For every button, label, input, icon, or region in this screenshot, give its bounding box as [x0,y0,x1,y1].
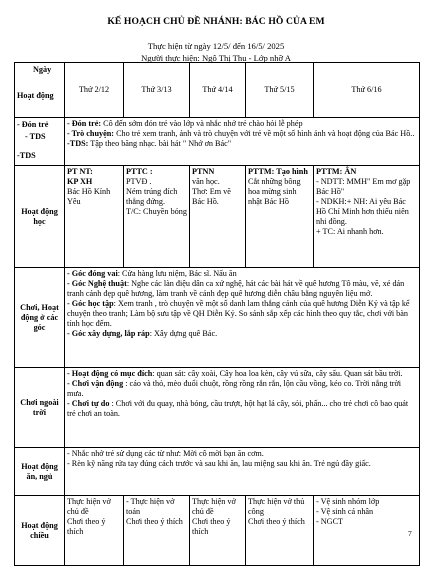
goc-text-3: : Xem tranh , trò chuyện về một số danh lam thắng cảnh của quê hương Diễn Kỷ và tập kể chuyện theo tranh; Làm bộ sưu tập về QH Diễn Kỷ. So sánh sắp xếp các hình theo quy tắc, chơi với bàn tính học đếm. [67,299,410,328]
hoc-wed-2: văn học. [192,177,220,186]
don-tre-text-2: Cho trẻ xem tranh, ảnh và trò chuyện với trẻ về một số hình ảnh và hoạt động của Bác Hồ.. [114,129,415,138]
hoc-wed-1: PTNN [192,167,215,176]
hoc-fri-4: + TC: Ai nhanh hơn. [316,227,384,236]
label-goc: Chơi, Hoạt động ở các góc [15,268,65,368]
hoc-fri-3: - NDKH:+ NH: Ai yêu Bác Hồ Chí Minh hơn thiếu niên nhi đồng. [316,197,409,226]
chieu-mon-1: Thực hiện vở chủ đề [67,497,111,516]
goc-text-4: : Xây dựng quê Bác. [149,329,218,338]
row-chieu [15,496,420,566]
hoc-fri [314,166,420,268]
ngoai-troi-text-2: : cáo và thỏ, mèo đuổi chuột, rồng rồng rắn rắn, lộn cầu vồng, kéo co. Trời nắng trời mưa. [67,379,402,398]
don-tre-text-1: Cô đến sớm đón trẻ vào lớp và nhắc nhở trẻ chào hỏi lễ phép [101,119,303,128]
document-title: KẾ HOẠCH CHỦ ĐỀ NHÁNH: BÁC HỒ CỦA EM [107,16,325,27]
hoc-thu-1: PTTM: Tạo hình [248,167,308,176]
day-header-wed: Thứ 4/14 [190,63,246,118]
goc-text-2: : Nghe các làn điệu dân ca xứ nghệ, hát các bài hát về quê hương Tô màu, vẽ, xé dán tranh cảnh đẹp quê hương, làm tranh về cảnh đẹp quê hương diễn châu bằng nguyên liệu mở. [67,279,405,298]
ngoai-troi-text-3: : Chơi với đu quay, nhà bóng, cầu trượt, hột hạt lá cây, sỏi, phấn... cho trẻ chơi cô bao quát trẻ chơi an toàn. [67,399,409,418]
chieu-thu-1: Thực hiện vở thủ công [248,497,305,516]
plan-table [14,62,420,566]
label-chieu: Hoạt động chiều [15,496,65,566]
an-ngu-line-2: - Rèn kỹ năng rửa tay đúng cách trước và sau khi ăn, lau miệng sau khi ăn. Trẻ ngủ đầy giấc. [67,459,371,468]
hoc-mon-3: Bác Hồ Kính Yêu [67,187,111,206]
hoc-tue-2: PTVĐ . [126,177,152,186]
an-ngu-line-1: - Nhắc nhở trẻ sử dụng các từ như: Mời cô mời bạn ăn cơm. [67,449,264,458]
hoc-wed-3: Thơ: Em vẽ Bác Hồ. [192,187,231,206]
day-header-mon: Thứ 2/12 [65,63,124,118]
goc-item-4 [67,329,417,339]
label-an-ngu: Hoạt động ăn, ngủ [15,448,65,496]
hoc-tue-3: Ném trúng đích thẳng đứng. [126,187,178,206]
ngoai-troi-bold-2: - Chơi vận động [67,379,124,388]
label-don-tre-2: - TDS [25,132,46,142]
chieu-tue-2: Chơi theo ý thích [126,517,183,526]
header-ngay: Ngày [33,65,52,74]
label-hoat-dong-hoc: Hoạt động học [15,166,65,268]
row-hoat-dong-hoc [15,166,420,268]
chieu-mon-2: Chơi theo ý thích [67,517,106,536]
hoc-tue-4: T/C: Chuyền bóng [126,207,187,216]
header-row [15,63,420,118]
ngoai-troi-item-1 [67,369,417,379]
hoc-tue-1: PTTC : [126,167,153,176]
chieu-mon [65,496,124,566]
don-tre-bold-1: - Đón trẻ: [67,119,102,128]
goc-bold-2: - Góc Nghệ thuật [67,279,127,288]
subtitle-dates: Thực hiện từ ngày 12/5/ đến 16/5/ 2025 [147,41,285,51]
goc-bold-4: - Góc xây dựng, lắp ráp [67,329,150,338]
row-goc [15,268,420,368]
goc-item-2 [67,279,417,299]
ngoai-troi-text-1: : quan sát: cây xoài, Cây hoa loa kèn, cây vú sữa, cây sấu. Quan sát bầu trời. [152,369,403,378]
day-header-fri: Thứ 6/16 [314,63,420,118]
row-don-tre [15,118,420,166]
chieu-tue-1: - Thực hiện vở toán [126,497,175,516]
label-don-tre [15,118,65,166]
chieu-wed [190,496,246,566]
don-tre-line-1 [67,119,417,129]
goc-item-3 [67,299,417,329]
hoc-tue [124,166,190,268]
don-tre-bold-2: - Trò chuyện: [67,129,115,138]
ngoai-troi-item-3 [67,399,417,419]
label-don-tre-1: - Đón trẻ [17,120,49,129]
hoc-thu-2: Cắt những bông hoa mừng sinh nhật Bác Hồ [248,177,301,206]
don-tre-line-3 [67,139,417,149]
chieu-fri-1: - Vệ sinh nhóm lớp [316,497,380,506]
content-ngoai-troi [65,368,420,448]
hoc-thu [246,166,314,268]
chieu-wed-2: Chơi theo ý thích [192,517,231,536]
subtitle-person: Người thực hiện: Ngô Thị Thu - Lớp nhỡ A [141,53,291,63]
goc-item-1 [67,269,417,279]
goc-bold-3: - Góc học tập [67,299,114,308]
day-header-thu: Thứ 5/15 [246,63,314,118]
content-goc [65,268,420,368]
hoc-mon-2: KP XH [67,177,93,186]
goc-text-1: : Cửa hàng lưu niệm, Bác sĩ. Nấu ăn [117,269,237,278]
hoc-mon [65,166,124,268]
ngoai-troi-bold-1: - Hoạt động có mục đích [67,369,153,378]
don-tre-bold-3: -TDS: [67,139,89,148]
ngoai-troi-item-2 [67,379,417,399]
page-number: 7 [408,529,412,538]
row-ngoai-troi [15,368,420,448]
chieu-fri-2: - Vệ sinh cá nhân [316,507,374,516]
content-don-tre [65,118,420,166]
content-an-ngu [65,448,420,496]
don-tre-line-2 [67,129,417,139]
chieu-thu-2: Chơi theo ý thích [248,517,305,526]
chieu-tue [124,496,190,566]
header-hoat-dong: Hoạt động [17,91,54,100]
row-an-ngu [15,448,420,496]
header-corner [15,63,65,118]
hoc-wed [190,166,246,268]
ngoai-troi-bold-3: - Chơi tự do [67,399,110,408]
hoc-fri-2: - NDTT: MMH" Em mơ gặp Bác Hồ" [316,177,411,196]
chieu-fri [314,496,420,566]
hoc-mon-1: PT NT: [67,167,93,176]
chieu-thu [246,496,314,566]
chieu-wed-1: Thực hiện vở chủ đề [192,497,236,516]
label-ngoai-troi: Chơi ngoài trời [15,368,65,448]
day-header-tue: Thứ 3/13 [124,63,190,118]
hoc-fri-1: PTTM: ÂN [316,167,357,176]
label-don-tre-3: -TDS [17,150,36,160]
don-tre-text-3: Tập theo băng nhạc. bài hát " Nhớ ơn Bác" [88,139,232,148]
goc-bold-1: - Góc đóng vai [67,269,118,278]
chieu-fri-3: - NGCT [316,517,344,526]
